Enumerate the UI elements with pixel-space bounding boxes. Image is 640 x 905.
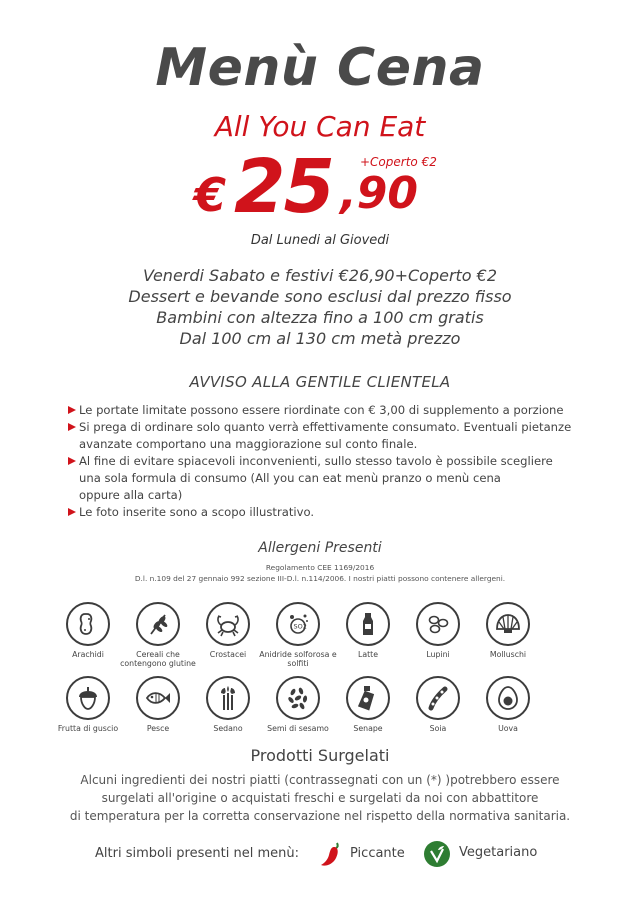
soy-icon — [416, 676, 460, 720]
allergen-frutta-guscio: Frutta di guscio — [48, 676, 128, 733]
regolamento-note: Regolamento CEE 1169/2016 D.l. n.109 del 27 gennaio 992 sezione III-D.l. n.114/2006. I nostri piatti possono contenere allergeni. — [134, 563, 506, 583]
info-line: Dal 100 cm al 130 cm metà prezzo — [179, 329, 461, 348]
info-line: Bambini con altezza fino a 100 cm gratis — [156, 308, 484, 327]
menu-title: Menù Cena — [155, 38, 485, 98]
allergen-senape: Senape — [328, 676, 408, 733]
menu-subtitle: All You Can Eat — [214, 110, 426, 143]
chili-pepper-icon — [317, 840, 345, 870]
nut-icon — [66, 676, 110, 720]
days-note: Dal Lunedi al Giovedi — [250, 233, 390, 248]
info-line: Dessert e bevande sono esclusi dal prezzo fisso — [128, 287, 512, 306]
lupin-icon — [416, 602, 460, 646]
wheat-icon — [136, 602, 180, 646]
price-currency: € — [194, 168, 227, 222]
bullet-triangle-icon — [68, 457, 76, 465]
allergen-sesamo: Semi di sesamo — [258, 676, 338, 733]
info-block — [0, 265, 640, 349]
avviso-title: AVVISO ALLA GENTILE CLIENTELA — [189, 373, 451, 391]
coperto-note: +Coperto €2 — [360, 155, 437, 169]
allergen-lupini: Lupini — [398, 602, 478, 659]
shell-icon — [486, 602, 530, 646]
bullet-triangle-icon — [68, 508, 76, 516]
avviso-item: Le foto inserite sono a scopo illustrativo. — [68, 504, 588, 521]
allergen-arachidi: Arachidi — [48, 602, 128, 659]
fish-icon — [136, 676, 180, 720]
allergen-uova: Uova — [468, 676, 548, 733]
avviso-item: Al fine di evitare spiacevoli inconvenienti, sullo stesso tavolo è possibile scegliere una sola formula di consumo (All you can eat menù pranzo o menù cena oppure alla carta) — [68, 453, 588, 504]
avviso-item: Si prega di ordinare solo quanto verrà effettivamente consumato. Eventuali pietanze avanzate comportano una maggiorazione sul conto finale. — [68, 419, 588, 453]
piccante-label: Piccante — [350, 846, 405, 861]
allergen-latte: Latte — [328, 602, 408, 659]
allergen-pesce: Pesce — [118, 676, 198, 733]
mustard-icon — [346, 676, 390, 720]
allergen-solfiti: SO2 Anidride solforosa e solfiti — [258, 602, 338, 668]
svg-text:SO2: SO2 — [293, 622, 307, 631]
sesame-icon — [276, 676, 320, 720]
vegetariano-label: Vegetariano — [459, 845, 538, 860]
allergen-sedano: Sedano — [188, 676, 268, 733]
avviso-item: Le portate limitate possono essere riordinate con € 3,00 di supplemento a porzione — [68, 402, 588, 419]
allergen-soia: Soia — [398, 676, 478, 733]
surgelati-title: Prodotti Surgelati — [250, 746, 390, 765]
milk-icon — [346, 602, 390, 646]
price-decimal: ,90 — [340, 168, 418, 219]
bullet-triangle-icon — [68, 406, 76, 414]
bullet-triangle-icon — [68, 423, 76, 431]
symbols-legend — [95, 840, 555, 870]
surgelati-text: Alcuni ingredienti dei nostri piatti (contrassegnati con un (*) )potrebbero essere surgelati all'origine o acquistati freschi e surgelati da noi con abbattitore di temperatura per la corretta conservazione nel rispetto della normativa sanitaria. — [69, 773, 571, 823]
info-line: Venerdi Sabato e festivi €26,90+Coperto €2 — [142, 266, 498, 285]
celery-icon — [206, 676, 250, 720]
vegetarian-leaf-icon — [423, 840, 451, 868]
egg-icon — [486, 676, 530, 720]
so2-icon — [276, 602, 320, 646]
allergen-crostacei: Crostacei — [188, 602, 268, 659]
price-integer: 25 — [234, 144, 333, 230]
allergeni-title: Allergeni Presenti — [258, 540, 382, 556]
allergen-cereali: Cereali che contengono glutine — [118, 602, 198, 668]
crab-icon — [206, 602, 250, 646]
avviso-list — [68, 402, 588, 521]
symbols-label: Altri simboli presenti nel menù: — [95, 846, 299, 861]
peanut-icon — [66, 602, 110, 646]
allergen-molluschi: Molluschi — [468, 602, 548, 659]
